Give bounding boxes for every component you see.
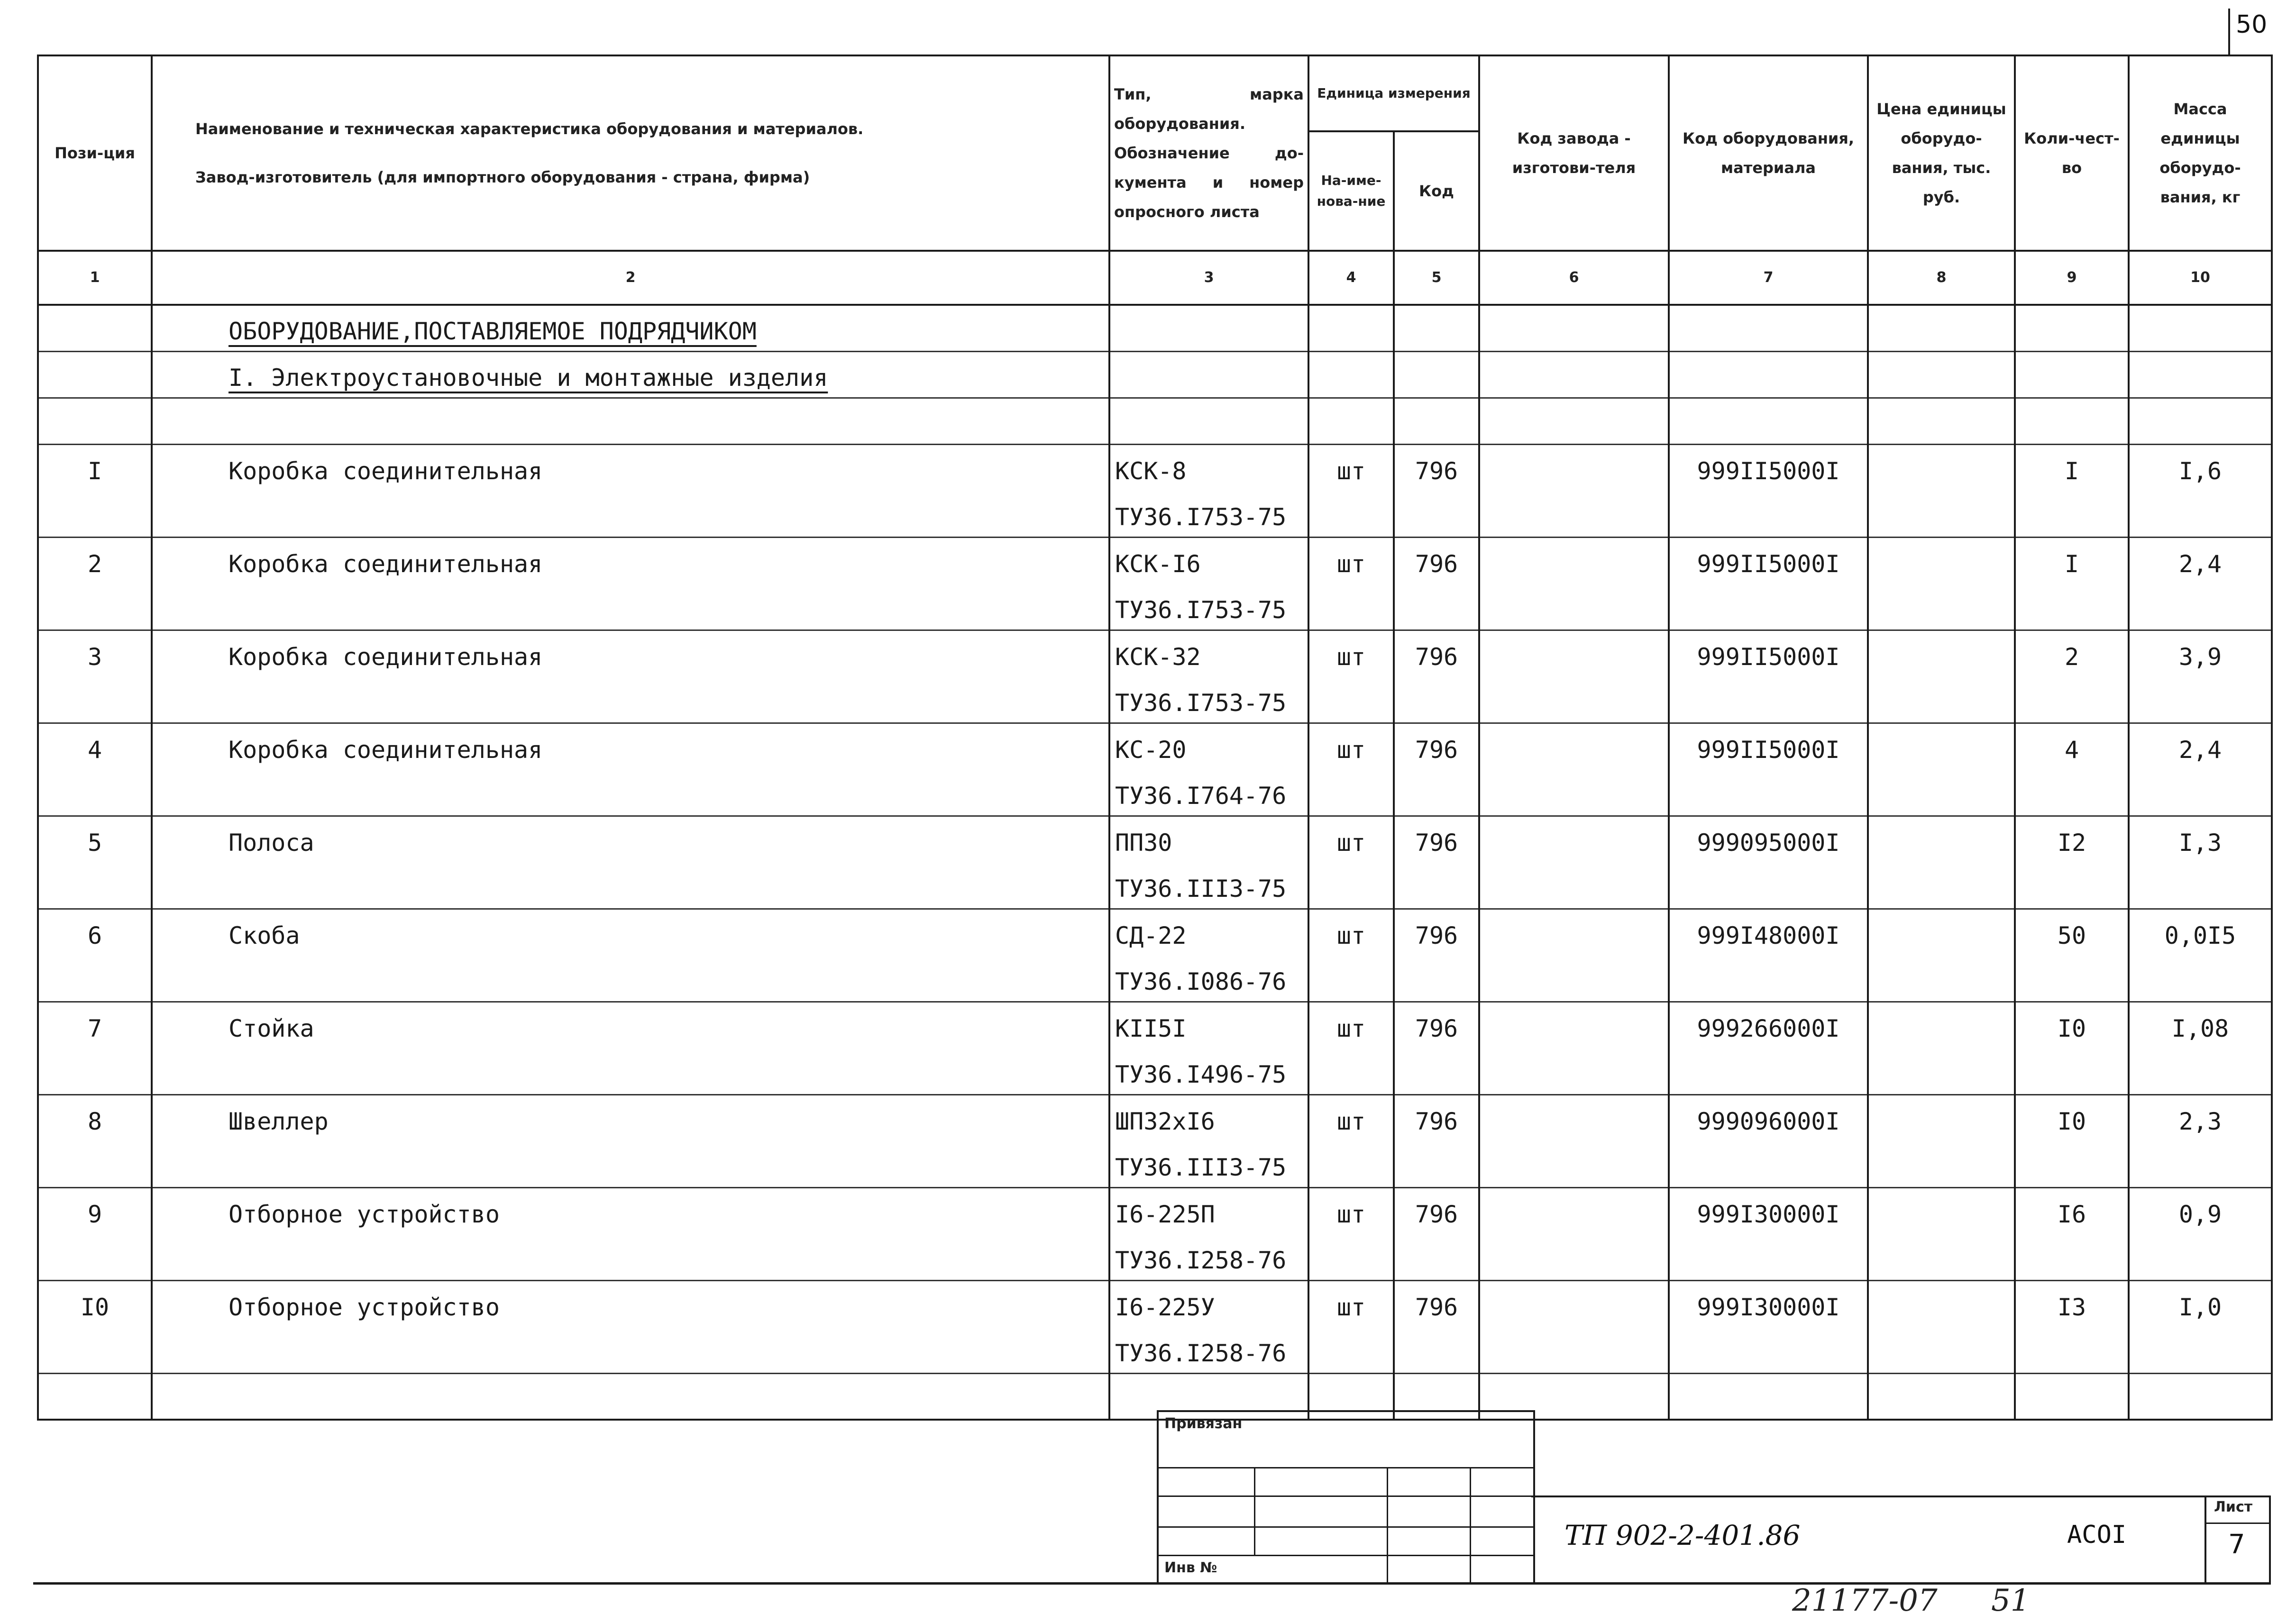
item-unit-code: 796	[1394, 1187, 1479, 1234]
item-quantity: I3	[2015, 1280, 2129, 1327]
item-quantity: 4	[2015, 723, 2129, 769]
item-unit: шт	[1308, 1187, 1394, 1234]
sheet-box-right	[2269, 1495, 2271, 1583]
header-position: Пози-ция	[38, 55, 152, 251]
stamp-divider	[1254, 1467, 1255, 1555]
subsection-title: I. Электроустановочные и монтажные изделия	[152, 351, 1109, 398]
empty-cell	[1394, 1327, 1479, 1373]
header-unit-code: Код	[1394, 131, 1479, 251]
item-name: Швеллер	[152, 1094, 1109, 1141]
empty-cell	[38, 955, 152, 1002]
empty-cell	[1394, 676, 1479, 723]
item-factory-code	[1479, 909, 1669, 955]
item-mass: I,0	[2129, 1280, 2272, 1327]
empty-cell	[152, 1048, 1109, 1094]
item-factory-code	[1479, 816, 1669, 862]
item-document: ТУ36.I753-75	[1109, 584, 1308, 630]
sheet-code: АСОI	[2067, 1521, 2127, 1549]
empty-cell	[1308, 676, 1394, 723]
item-row	[38, 1187, 2272, 1234]
item-equipment-code: 999II5000I	[1669, 444, 1868, 491]
item-factory-code	[1479, 537, 1669, 584]
empty-cell	[1308, 955, 1394, 1002]
archive-number: 21177-07	[1792, 1583, 1938, 1618]
empty-cell	[2015, 584, 2129, 630]
empty-cell	[2015, 1048, 2129, 1094]
empty-cell	[2015, 769, 2129, 816]
empty-cell	[38, 491, 152, 537]
item-type: I6-225У	[1109, 1280, 1308, 1327]
item-name: Коробка соединительная	[152, 444, 1109, 491]
item-unit: шт	[1308, 1002, 1394, 1048]
column-number: 9	[2015, 251, 2129, 305]
item-position: 4	[38, 723, 152, 769]
item-mass: I,6	[2129, 444, 2272, 491]
item-type: КСК-I6	[1109, 537, 1308, 584]
item-factory-code	[1479, 1280, 1669, 1327]
item-doc-row	[38, 491, 2272, 537]
item-unit-code: 796	[1394, 537, 1479, 584]
empty-cell	[1479, 584, 1669, 630]
handwritten-page: 51	[1991, 1583, 2030, 1618]
item-position: 5	[38, 816, 152, 862]
item-row	[38, 1094, 2272, 1141]
item-doc-row	[38, 1141, 2272, 1187]
item-doc-row	[38, 1234, 2272, 1280]
document-code: ТП 902-2-401.86	[1564, 1519, 1801, 1551]
item-document: ТУ36.I753-75	[1109, 676, 1308, 723]
item-price	[1868, 1002, 2015, 1048]
empty-cell	[1868, 769, 2015, 816]
item-price	[1868, 1280, 2015, 1327]
item-name: Коробка соединительная	[152, 723, 1109, 769]
empty-cell	[1394, 1141, 1479, 1187]
subsection-row	[38, 351, 2272, 398]
empty-cell	[38, 584, 152, 630]
item-document: ТУ36.I753-75	[1109, 491, 1308, 537]
sheet-box-rule	[2205, 1523, 2271, 1524]
item-name: Полоса	[152, 816, 1109, 862]
item-factory-code	[1479, 723, 1669, 769]
item-unit-code: 796	[1394, 723, 1479, 769]
item-type: КС-20	[1109, 723, 1308, 769]
item-row	[38, 816, 2272, 862]
item-position: 6	[38, 909, 152, 955]
stamp-divider	[1387, 1467, 1388, 1585]
item-type: КСК-8	[1109, 444, 1308, 491]
item-name: Отборное устройство	[152, 1187, 1109, 1234]
item-equipment-code: 999I48000I	[1669, 909, 1868, 955]
empty-cell	[1868, 491, 2015, 537]
empty-cell	[1479, 1141, 1669, 1187]
empty-cell	[2129, 1048, 2272, 1094]
item-quantity: I	[2015, 444, 2129, 491]
item-unit-code: 796	[1394, 1280, 1479, 1327]
item-document: ТУ36.I764-76	[1109, 769, 1308, 816]
empty-cell	[1394, 1048, 1479, 1094]
empty-cell	[1868, 584, 2015, 630]
empty-cell	[1479, 491, 1669, 537]
item-doc-row	[38, 1327, 2272, 1373]
empty-cell	[1479, 955, 1669, 1002]
item-mass: I,3	[2129, 816, 2272, 862]
sheet-box-left	[2205, 1495, 2206, 1583]
column-number: 8	[1868, 251, 2015, 305]
empty-cell	[1868, 1048, 2015, 1094]
empty-cell	[2129, 1141, 2272, 1187]
empty-cell	[38, 769, 152, 816]
empty-cell	[2129, 584, 2272, 630]
empty-cell	[1394, 1234, 1479, 1280]
header-name-line1: Наименование и техническая характеристика оборудования и материалов.	[195, 120, 864, 138]
item-document: ТУ36.I496-75	[1109, 1048, 1308, 1094]
column-number: 5	[1394, 251, 1479, 305]
item-mass: 2,4	[2129, 537, 2272, 584]
header-factory-code: Код завода - изготови-теля	[1479, 55, 1669, 251]
empty-cell	[1394, 862, 1479, 909]
empty-cell	[152, 1234, 1109, 1280]
empty-cell	[1479, 1327, 1669, 1373]
empty-cell	[1308, 491, 1394, 537]
specification-table	[37, 55, 2273, 1421]
item-name: Скоба	[152, 909, 1109, 955]
item-type: КII5I	[1109, 1002, 1308, 1048]
empty-cell	[1308, 1048, 1394, 1094]
item-mass: 2,3	[2129, 1094, 2272, 1141]
empty-cell	[1868, 862, 2015, 909]
item-row	[38, 444, 2272, 491]
empty-cell	[2015, 955, 2129, 1002]
item-type: ШП32хI6	[1109, 1094, 1308, 1141]
page-number: 50	[2236, 10, 2268, 39]
empty-cell	[2015, 862, 2129, 909]
empty-cell	[2129, 1234, 2272, 1280]
item-equipment-code: 999266000I	[1669, 1002, 1868, 1048]
item-position: 9	[38, 1187, 152, 1234]
item-unit-code: 796	[1394, 1002, 1479, 1048]
empty-cell	[38, 862, 152, 909]
empty-cell	[152, 1141, 1109, 1187]
item-position: 3	[38, 630, 152, 676]
item-name: Коробка соединительная	[152, 537, 1109, 584]
item-row	[38, 1280, 2272, 1327]
empty-cell	[152, 1327, 1109, 1373]
header-unit-name: На-име-нова-ние	[1308, 131, 1394, 251]
item-equipment-code: 999095000I	[1669, 816, 1868, 862]
empty-cell	[1868, 955, 2015, 1002]
empty-cell	[1669, 862, 1868, 909]
empty-cell	[152, 584, 1109, 630]
column-number: 7	[1669, 251, 1868, 305]
item-factory-code	[1479, 1094, 1669, 1141]
empty-cell	[38, 1234, 152, 1280]
item-unit: шт	[1308, 1094, 1394, 1141]
empty-cell	[1868, 1234, 2015, 1280]
item-price	[1868, 1187, 2015, 1234]
item-position: 2	[38, 537, 152, 584]
item-type: I6-225П	[1109, 1187, 1308, 1234]
empty-cell	[2129, 676, 2272, 723]
item-price	[1868, 630, 2015, 676]
empty-cell	[2129, 491, 2272, 537]
item-unit: шт	[1308, 723, 1394, 769]
item-factory-code	[1479, 444, 1669, 491]
item-type: СД-22	[1109, 909, 1308, 955]
item-doc-row	[38, 1048, 2272, 1094]
item-unit: шт	[1308, 909, 1394, 955]
item-quantity: I0	[2015, 1094, 2129, 1141]
column-number: 1	[38, 251, 152, 305]
sheet-label: Лист	[2214, 1499, 2253, 1515]
empty-cell	[1308, 1141, 1394, 1187]
empty-cell	[38, 1048, 152, 1094]
item-row	[38, 537, 2272, 584]
empty-cell	[1394, 955, 1479, 1002]
header-quantity: Коли-чест-во	[2015, 55, 2129, 251]
item-document: ТУ36.I086-76	[1109, 955, 1308, 1002]
item-quantity: 2	[2015, 630, 2129, 676]
item-row	[38, 909, 2272, 955]
empty-cell	[152, 862, 1109, 909]
empty-cell	[1394, 584, 1479, 630]
item-quantity: I0	[2015, 1002, 2129, 1048]
empty-cell	[2015, 491, 2129, 537]
column-number: 6	[1479, 251, 1669, 305]
empty-cell	[2129, 769, 2272, 816]
item-unit-code: 796	[1394, 630, 1479, 676]
empty-cell	[1394, 769, 1479, 816]
empty-cell	[152, 955, 1109, 1002]
empty-cell	[1479, 769, 1669, 816]
item-row	[38, 630, 2272, 676]
header-mass: Масса единицы оборудо-вания, кг	[2129, 55, 2272, 251]
empty-cell	[1669, 1327, 1868, 1373]
item-doc-row	[38, 955, 2272, 1002]
item-equipment-code: 999II5000I	[1669, 723, 1868, 769]
stamp-rule	[1157, 1495, 1535, 1497]
empty-cell	[38, 1141, 152, 1187]
item-unit-code: 796	[1394, 816, 1479, 862]
empty-cell	[2129, 955, 2272, 1002]
item-price	[1868, 537, 2015, 584]
empty-cell	[2129, 1327, 2272, 1373]
empty-cell	[1479, 862, 1669, 909]
section-title: ОБОРУДОВАНИЕ,ПОСТАВЛЯЕМОЕ ПОДРЯДЧИКОМ	[152, 305, 1109, 351]
item-quantity: I6	[2015, 1187, 2129, 1234]
empty-cell	[1669, 1141, 1868, 1187]
header-price: Цена единицы оборудо-вания, тыс. руб.	[1868, 55, 2015, 251]
item-position: 7	[38, 1002, 152, 1048]
item-type: КСК-32	[1109, 630, 1308, 676]
title-block-top-rule	[1531, 1495, 2271, 1497]
header-name-line2: Завод-изготовитель (для импортного оборудования - страна, фирма)	[195, 168, 810, 186]
item-price	[1868, 1094, 2015, 1141]
empty-cell	[1479, 676, 1669, 723]
stamp-divider	[1470, 1467, 1471, 1585]
item-doc-row	[38, 862, 2272, 909]
item-row	[38, 1002, 2272, 1048]
header-equipment-code: Код оборудования, материала	[1669, 55, 1868, 251]
empty-cell	[152, 676, 1109, 723]
item-position: 8	[38, 1094, 152, 1141]
stamp-rule	[1157, 1526, 1535, 1528]
item-equipment-code: 999I30000I	[1669, 1187, 1868, 1234]
item-factory-code	[1479, 1002, 1669, 1048]
item-price	[1868, 444, 2015, 491]
item-unit-code: 796	[1394, 1094, 1479, 1141]
empty-cell	[1669, 1234, 1868, 1280]
page-number-border	[2228, 9, 2230, 56]
item-mass: I,08	[2129, 1002, 2272, 1048]
item-document: ТУ36.III3-75	[1109, 862, 1308, 909]
item-unit: шт	[1308, 816, 1394, 862]
empty-cell	[1308, 584, 1394, 630]
item-price	[1868, 816, 2015, 862]
empty-cell	[1308, 1327, 1394, 1373]
item-unit-code: 796	[1394, 444, 1479, 491]
column-number: 4	[1308, 251, 1394, 305]
spacer-row	[38, 398, 2272, 444]
empty-cell	[1308, 862, 1394, 909]
item-mass: 0,0I5	[2129, 909, 2272, 955]
section-row	[38, 305, 2272, 351]
empty-cell	[1868, 676, 2015, 723]
empty-cell	[1868, 1141, 2015, 1187]
empty-cell	[2129, 862, 2272, 909]
header-unit: Единица измерения	[1308, 55, 1479, 131]
empty-cell	[1669, 1048, 1868, 1094]
empty-cell	[1669, 584, 1868, 630]
empty-cell	[2015, 676, 2129, 723]
stamp-rule	[1157, 1555, 1535, 1556]
item-doc-row	[38, 769, 2272, 816]
empty-cell	[2015, 1234, 2129, 1280]
item-quantity: I	[2015, 537, 2129, 584]
item-price	[1868, 723, 2015, 769]
empty-cell	[2015, 1327, 2129, 1373]
bound-label: Привязан	[1164, 1415, 1243, 1432]
item-name: Отборное устройство	[152, 1280, 1109, 1327]
item-name: Стойка	[152, 1002, 1109, 1048]
spacer-row	[38, 1373, 2272, 1420]
item-equipment-code: 999I30000I	[1669, 1280, 1868, 1327]
item-row	[38, 723, 2272, 769]
item-equipment-code: 999II5000I	[1669, 537, 1868, 584]
item-document: ТУ36.I258-76	[1109, 1234, 1308, 1280]
item-factory-code	[1479, 630, 1669, 676]
item-document: ТУ36.III3-75	[1109, 1141, 1308, 1187]
empty-cell	[1669, 676, 1868, 723]
item-type: ПП30	[1109, 816, 1308, 862]
empty-cell	[2015, 1141, 2129, 1187]
inventory-label: Инв №	[1164, 1559, 1217, 1576]
empty-cell	[1308, 769, 1394, 816]
item-factory-code	[1479, 1187, 1669, 1234]
item-mass: 3,9	[2129, 630, 2272, 676]
empty-cell	[1479, 1234, 1669, 1280]
item-unit: шт	[1308, 1280, 1394, 1327]
binding-stamp	[1157, 1410, 1535, 1585]
column-number: 2	[152, 251, 1109, 305]
empty-cell	[1479, 1048, 1669, 1094]
empty-cell	[152, 491, 1109, 537]
column-number: 10	[2129, 251, 2272, 305]
item-mass: 2,4	[2129, 723, 2272, 769]
item-doc-row	[38, 584, 2272, 630]
item-quantity: 50	[2015, 909, 2129, 955]
item-position: I0	[38, 1280, 152, 1327]
item-unit: шт	[1308, 630, 1394, 676]
stamp-rule	[1157, 1467, 1535, 1468]
item-mass: 0,9	[2129, 1187, 2272, 1234]
empty-cell	[38, 1327, 152, 1373]
empty-cell	[152, 769, 1109, 816]
item-quantity: I2	[2015, 816, 2129, 862]
item-price	[1868, 909, 2015, 955]
empty-cell	[1394, 491, 1479, 537]
item-document: ТУ36.I258-76	[1109, 1327, 1308, 1373]
sheet-number: 7	[2228, 1529, 2245, 1560]
item-unit: шт	[1308, 444, 1394, 491]
empty-cell	[1669, 491, 1868, 537]
empty-cell	[38, 676, 152, 723]
empty-cell	[1308, 1234, 1394, 1280]
empty-cell	[1868, 1327, 2015, 1373]
item-unit-code: 796	[1394, 909, 1479, 955]
item-equipment-code: 999II5000I	[1669, 630, 1868, 676]
item-equipment-code: 999096000I	[1669, 1094, 1868, 1141]
column-number: 3	[1109, 251, 1308, 305]
item-unit: шт	[1308, 537, 1394, 584]
header-name	[152, 55, 1109, 251]
item-doc-row	[38, 676, 2272, 723]
empty-cell	[1669, 769, 1868, 816]
item-position: I	[38, 444, 152, 491]
empty-cell	[1669, 955, 1868, 1002]
item-name: Коробка соединительная	[152, 630, 1109, 676]
header-type: Тип, марка оборудования. Обозначение до-кумента и номер опросного листа	[1109, 55, 1308, 251]
